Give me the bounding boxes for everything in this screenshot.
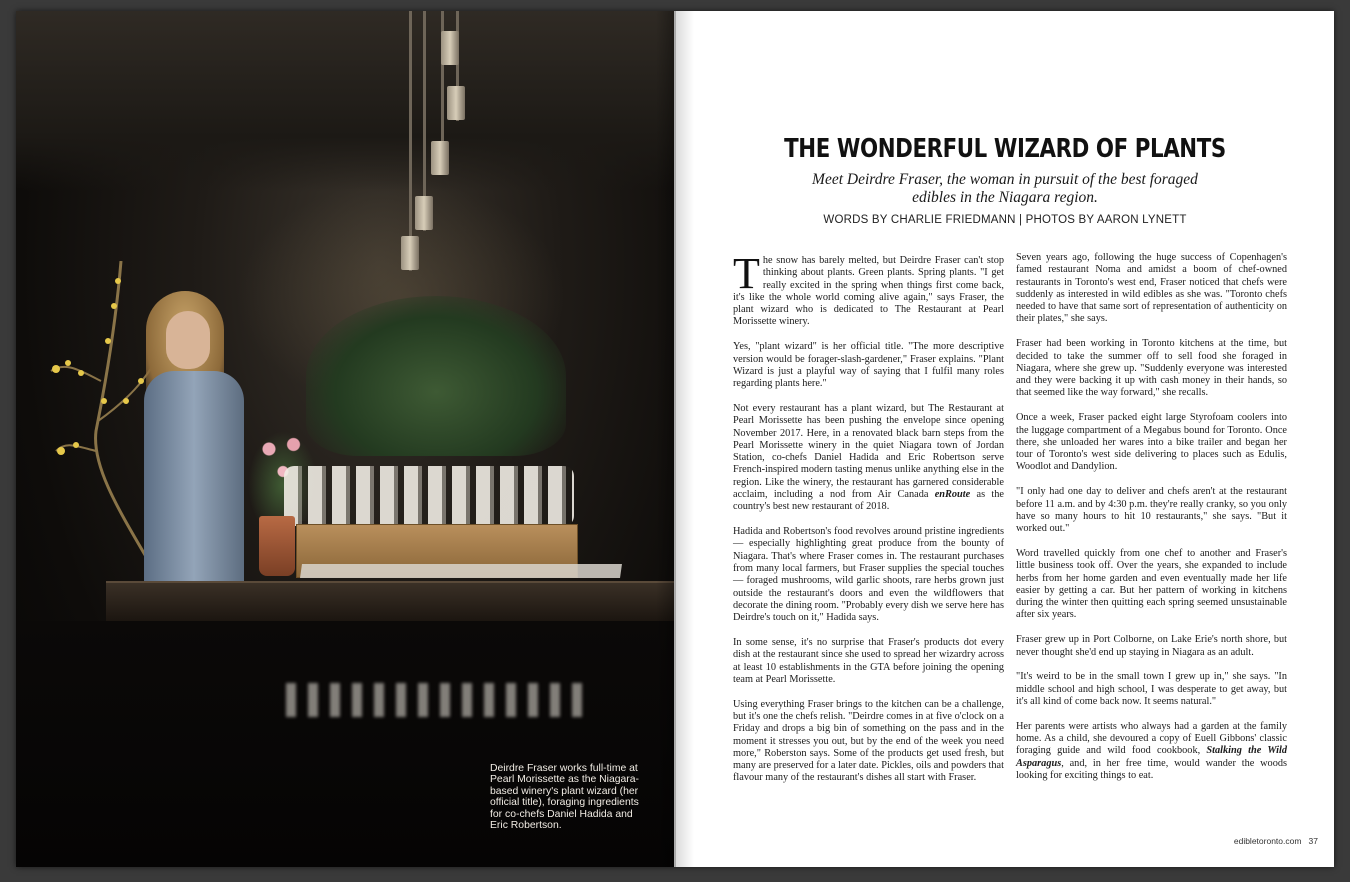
gutter-shadow [656,11,676,867]
paragraph: Once a week, Fraser packed eight large Styrofoam coolers into the luggage compartment of a Megabus bound for Toronto. Once there, she unloaded her wares into a bike trailer and began her tour of Toronto's west side delivering to places such as Edulis, Woodlot and Dandylion. [1016,412,1287,473]
page-folio [1198,836,1318,846]
article-title: THE WONDERFUL WIZARD OF PLANTS [784,134,1226,164]
paragraph: Yes, "plant wizard" is her official title. "The more descriptive version would be forager-slash-gardener," Fraser explains. "Plant Wizard is just a playful way of saying that I fulfil many roles regarding plants here." [733,341,1004,390]
paragraph: In some sense, it's no surprise that Fraser's products dot every dish at the restaurant since she used to spread her wizardry across at least 10 establishments in the GTA before joining the opening team at Pearl Morissette. [733,637,1004,685]
article-column-right [1016,252,1287,795]
paragraph: Not every restaurant has a plant wizard, but The Restaurant at Pearl Morissette has been pushing the envelope since opening November 2017. Here, in a renovated black barn steps from the Pearl Morissette winery in the quiet Niagara town of Jordan Station, co-chefs Daniel Hadida and Eric Robertson serve French-inspired modern tasting menus unlike anything else in the region. Like the winery, the restaurant has garnered considerable acclaim, including a nod from Air Canada enRoute as the country's best new restaurant of 2018. [733,402,1004,513]
article-column-left [733,249,1004,797]
paragraph: Her parents were artists who always had a garden at the family home. As a child, she devoured a copy of Euell Gibbons' classic foraging guide and wild food cookbook, Stalking the Wild Asparagus, and, in her free time, would wander the woods looking for exciting things to eat. [1016,720,1287,781]
paragraph: "I only had one day to deliver and chefs aren't at the restaurant before 11 a.m. and by 4:30 p.m. they're really cranky, so you only have so many hours to hit 10 restaurants," she says. "But it worked out." [1016,486,1287,535]
photo-caption: Deirdre Fraser works full-time at Pearl Morissette as the Niagara-based winery's plant wizard (her official title), foraging ingredients for co-chefs Daniel Hadida and Eric Robertson. [490,763,639,832]
magazine-spread [16,11,1334,867]
paragraph: "It's weird to be in the small town I grew up in," she says. "In middle school and high school, I was desperate to get away, but it's all kind of come back now. It seems natural." [1016,671,1287,707]
terracotta-pot-illustration [259,516,295,576]
paragraph: Word travelled quickly from one chef to another and Fraser's little business took off. Over the years, she expanded to include herbs from her home garden and even eventually made her life easier by getting a car. But her pattern of working in kitchens during the winter then quitting each spring seemed unsustainable after six years. [1016,547,1287,621]
planter-greenery-illustration [306,296,566,456]
photo-ceiling [16,11,674,191]
paragraph: Fraser grew up in Port Colborne, on Lake Erie's north shore, but never thought she'd end up staying in Niagara as an adult. [1016,634,1287,658]
papers-illustration [300,564,622,578]
folio-page-number: 37 [1308,836,1318,846]
article-byline: WORDS BY CHARLIE FRIEDMANN | PHOTOS BY AARON LYNETT [823,214,1187,226]
article-subtitle: Meet Deirdre Fraser, the woman in pursuit of the best foraged edibles in the Niagara region. [812,171,1198,206]
paragraph: Hadida and Robertson's food revolves around pristine ingredients — especially highlighting great produce from the bounty of Niagara. That's where Fraser comes in. The restaurant purchases from many local farmers, but Fraser supplies the special touches — foraged mushrooms, wild garlic shoots, rare herbs grown just outside the restaurant's doors and even the wildflowers that decorate the dining room. "Probably every dish we serve here has Deirdre's touch on it," Hadida says. [733,526,1004,624]
drop-cap: T [733,249,760,298]
folio-site: edibletoronto.com [1233,836,1302,846]
paragraph: The snow has barely melted, but Deirdre Fraser can't stop thinking about plants. Green plants. Spring plants. "I get really excited in the spring when things first come back, it's like the whole world coming alive again," says Fraser, the plant wizard who is dedicated to The Restaurant at Pearl Morissette winery. [733,249,1004,328]
publication-name: enRoute [934,489,971,501]
paragraph: Seven years ago, following the huge success of Copenhagen's famed restaurant Noma and amidst a boom of chef-owned restaurants in Toronto's west end, Fraser noticed that chefs were suddenly as interested in wild edibles as she was. "Toronto chefs needed to have that same sort of representation of authenticity on their plates," she says. [1016,252,1287,325]
paragraph: Fraser had been working in Toronto kitchens at the time, but decided to take the summer off to sell food she foraged in Niagara, where she grew up. "Suddenly everyone was interested and they were backing it up with cash money in their hands, so that seemed like the way forward," she recalls. [1016,338,1287,399]
chandelier-illustration [401,11,471,281]
paragraph: Using everything Fraser brings to the kitchen can be a challenge, but it's one the chefs relish. "Deirdre comes in at five o'clock on a Friday and drops a big bin of something on the pass and in the moment it stresses you out, but by the end of the week you need more," Roberston says. Some of the products get used fresh, but many are preserved for a later date. Pickles, oils and powders that flavour many of the restaurant's dishes all start with Fraser. [733,698,1004,784]
text-page [676,11,1334,867]
wine-glasses-illustration [284,466,574,526]
book-title: Stalking the Wild Asparagus [1016,745,1287,769]
photo-page [16,11,674,867]
table-illustration [106,581,674,623]
